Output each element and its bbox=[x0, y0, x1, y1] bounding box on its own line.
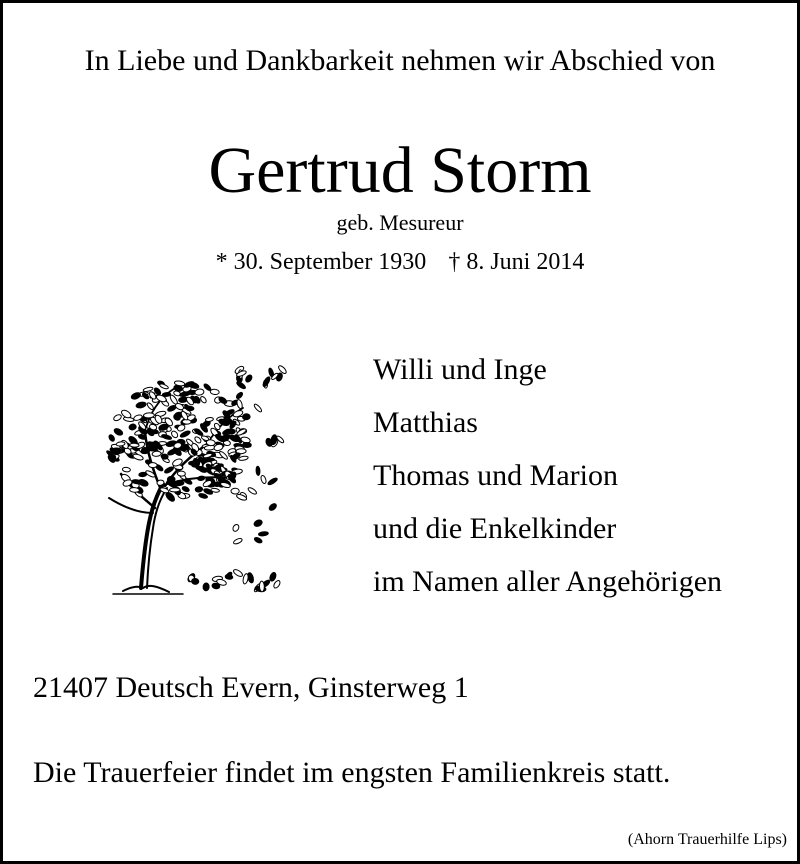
mourner-entry: im Namen aller Angehörigen bbox=[373, 565, 723, 598]
birth-name: geb. Mesureur bbox=[336, 210, 464, 235]
mourner-entry: Thomas und Marion bbox=[373, 459, 618, 492]
life-dates bbox=[3, 247, 797, 277]
intro-line: In Liebe und Dankbarkeit nehmen wir Abschied von bbox=[84, 44, 716, 77]
mourner-entry: Willi und Inge bbox=[373, 353, 547, 386]
funeral-service-note: Die Trauerfeier findet im engsten Familienkreis statt. bbox=[33, 756, 671, 789]
death-date: † 8. Juni 2014 bbox=[448, 249, 585, 275]
deceased-name: Gertrud Storm bbox=[208, 134, 592, 207]
birth-date: * 30. September 1930 bbox=[215, 249, 427, 275]
mourner-entry: Matthias bbox=[373, 406, 478, 439]
undertaker-credit: (Ahorn Trauerhilfe Lips) bbox=[627, 831, 787, 848]
mourners-list bbox=[373, 343, 722, 608]
family-address: 21407 Deutsch Evern, Ginsterweg 1 bbox=[33, 671, 469, 704]
mourner-entry: und die Enkelkinder bbox=[373, 512, 617, 545]
windswept-tree-icon bbox=[83, 348, 293, 598]
